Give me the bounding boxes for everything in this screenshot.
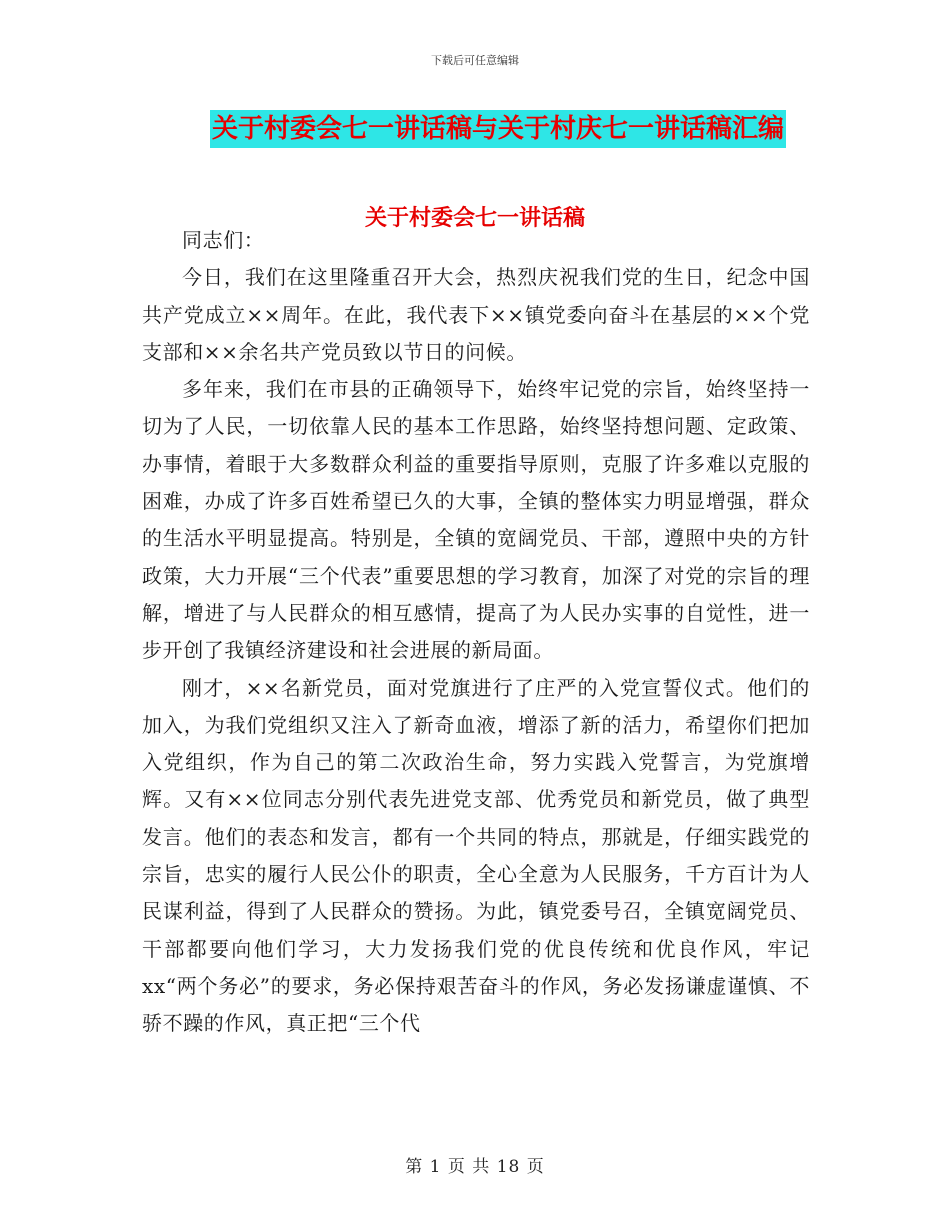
main-title: 关于村委会七一讲话稿与关于村庆七一讲话稿汇编 (210, 110, 786, 148)
paragraph: 今日，我们在这里隆重召开大会，热烈庆祝我们党的生日，纪念中国共产党成立××周年。在此，我代表下××镇党委向奋斗在基层的××个党支部和××余名共产党员致以节日的问候。 (142, 265, 810, 364)
paragraph: 多年来，我们在市县的正确领导下，始终牢记党的宗旨，始终坚持一切为了人民，一切依靠人民的基本工作思路，始终坚持想问题、定政策、办事情，着眼于大多数群众利益的重要指导原则，克服了许多难以克服的困难，办成了许多百姓希望已久的大事，全镇的整体实力明显增强，群众的生活水平明显提高。特别是，全镇的宽阔党员、干部，遵照中央的方针政策，大力开展“三个代表”重要思想的学习教育，加深了对党的宗旨的理解，增进了与人民群众的相互感情，提高了为人民办实事的自觉性，进一步开创了我镇经济建设和社会进展的新局面。 (142, 377, 810, 663)
main-title-wrap (0, 110, 950, 148)
paragraph: 刚才，××名新党员，面对党旗进行了庄严的入党宣誓仪式。他们的加入，为我们党组织又注入了新奇血液，增添了新的活力，希望你们把加入党组织，作为自己的第二次政治生命，努力实践入党誓言，为党旗增辉。又有××位同志分别代表先进党支部、优秀党员和新党员，做了典型发言。他们的表态和发言，都有一个共同的特点，那就是，仔细实践党的宗旨，忠实的履行人民公仆的职责，全心全意为人民服务，千方百计为人民谋利益，得到了人民群众的赞扬。为此，镇党委号召，全镇宽阔党员、干部都要向他们学习，大力发扬我们党的优良传统和优良作风，牢记xx“两个务必”的要求，务必保持艰苦奋斗的作风，务必发扬谦虚谨慎、不骄不躁的作风，真正把“三个代 (142, 675, 810, 1036)
salutation: 同志们： (182, 228, 265, 252)
page-footer: 第 1 页 共 18 页 (405, 1157, 545, 1177)
body-text (142, 222, 810, 1043)
sub-title: 关于村委会七一讲话稿 (364, 205, 585, 231)
header-note: 下载后可任意编辑 (431, 54, 519, 67)
